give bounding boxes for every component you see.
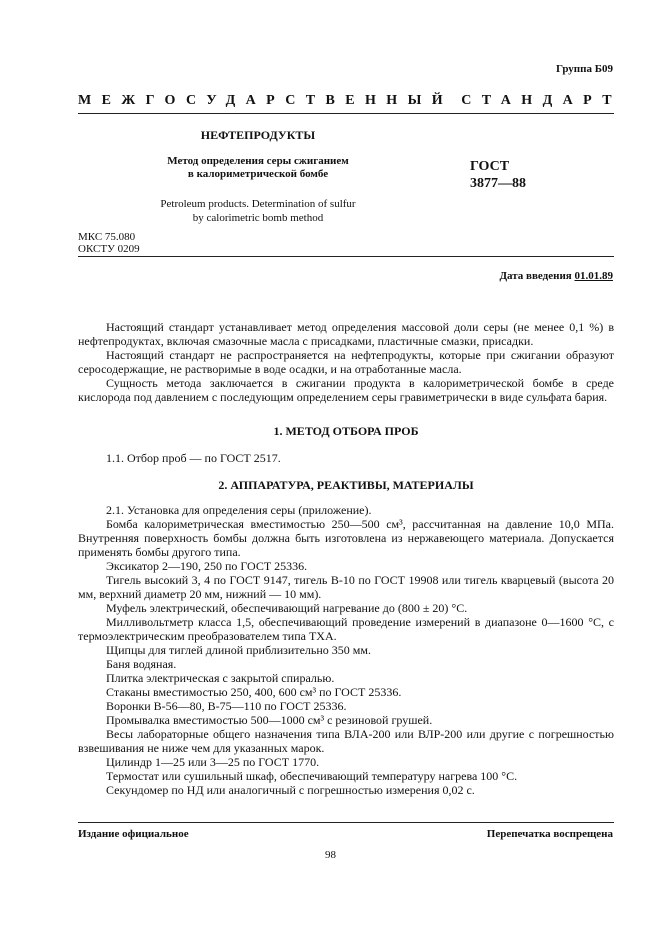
gost-number: 3877—88	[470, 176, 526, 191]
intro-paragraph: Сущность метода заключается в сжигании продукта в калориметрической бомбе в среде кислорода под давлением с последующим определением серы гравиметрически в виде сульфата бария.	[78, 376, 614, 404]
gost-designation	[470, 158, 600, 192]
english-title-line-2: by calorimetric bomb method	[192, 212, 324, 224]
english-title-line-1: Petroleum products. Determination of sulfur	[160, 198, 356, 210]
banner-right-word: СТАНДАРТ	[461, 93, 622, 108]
section-2-item: Бомба калориметрическая вместимостью 250—500 см³, рассчитанная на давление 10,0 МПа. Внутренняя поверхность бомбы должна быть изготовлена из нержавеющего материала. Допускается применять бомбы другого типа.	[78, 517, 614, 559]
section-2-item: Воронки В-56—80, В-75—110 по ГОСТ 25336.	[106, 699, 347, 713]
section-2-item: Щипцы для тиглей длиной приблизительно 350 мм.	[106, 643, 371, 657]
section-1-item: 1.1. Отбор проб — по ГОСТ 2517.	[106, 451, 281, 465]
section-2-item: Промывалка вместимостью 500—1000 см³ с резиновой грушей.	[106, 713, 433, 727]
document-subtitle	[78, 155, 438, 181]
classification-codes	[78, 231, 140, 255]
header-rule	[78, 113, 614, 114]
section-2-item: Муфель электрический, обеспечивающий нагревание до (800 ± 20) °С.	[106, 601, 468, 615]
banner-left-word: МЕЖГОСУДАРСТВЕННЫЙ	[78, 93, 454, 108]
mks-code: МКС 75.080	[78, 231, 136, 243]
section-2-item: Секундомер по НД или аналогичный с погрешностью измерения 0,02 с.	[106, 783, 475, 797]
section-2-item: Стаканы вместимостью 250, 400, 600 см³ по ГОСТ 25336.	[106, 685, 402, 699]
okstu-code: ОКСТУ 0209	[78, 243, 140, 255]
section-2-item: Плитка электрическая с закрытой спиралью.	[106, 671, 335, 685]
date-label: Дата введения	[499, 270, 572, 282]
reprint-prohibited-note: Перепечатка воспрещена	[486, 828, 613, 840]
official-edition-note: Издание официальное	[78, 828, 189, 840]
intro-text	[78, 320, 614, 404]
section-2-item: Тигель высокий 3, 4 по ГОСТ 9147, тигель В-10 по ГОСТ 19908 или тигель кварцевый (высота 20 мм, верхний диаметр 20 мм, нижний — 10 мм).	[78, 573, 614, 601]
intro-paragraph: Настоящий стандарт не распространяется на нефтепродукты, которые при сжигании образуют серосодержащие, не растворимые в воде осадки, и на отработанные масла.	[78, 348, 614, 376]
section-2-item: Цилиндр 1—25 или 3—25 по ГОСТ 1770.	[106, 755, 320, 769]
english-title	[78, 197, 438, 225]
date-value: 01.01.89	[574, 270, 613, 282]
effective-date	[499, 270, 613, 282]
section-1-heading: 1. МЕТОД ОТБОРА ПРОБ	[273, 424, 419, 438]
section-2-heading: 2. АППАРАТУРА, РЕАКТИВЫ, МАТЕРИАЛЫ	[218, 478, 474, 492]
section-2-item: 2.1. Установка для определения серы (приложение).	[106, 503, 372, 517]
subtitle-line-2: в калориметрической бомбе	[187, 168, 329, 180]
footer-rule	[78, 822, 614, 823]
title-rule	[78, 256, 614, 257]
page-number: 98	[325, 849, 336, 861]
section-2-text	[78, 503, 614, 797]
document-title: НЕФТЕПРОДУКТЫ	[200, 128, 316, 142]
section-2-item: Весы лабораторные общего назначения типа ВЛА-200 или ВЛР-200 или другие с погрешностью взвешивания не ниже чем для указанных марок.	[78, 727, 614, 755]
section-2-item: Эксикатор 2—190, 250 по ГОСТ 25336.	[106, 559, 308, 573]
gost-label: ГОСТ	[470, 159, 510, 174]
group-code: Группа Б09	[556, 63, 613, 75]
subtitle-line-1: Метод определения серы сжиганием	[167, 155, 349, 167]
section-2-item: Термостат или сушильный шкаф, обеспечивающий температуру нагрева 100 °С.	[106, 769, 518, 783]
section-1-text	[78, 451, 614, 465]
section-2-item: Баня водяная.	[106, 657, 177, 671]
section-2-item: Милливольтметр класса 1,5, обеспечивающий проведение измерений в диапазоне 0—1600 °С, с термоэлектрическим преобразователем типа ТХА.	[78, 615, 614, 643]
intro-paragraph: Настоящий стандарт устанавливает метод определения массовой доли серы (не менее 0,1 %) в нефтепродуктах, включая смазочные масла с присадками, пластичные смазки, присадки.	[78, 320, 614, 348]
